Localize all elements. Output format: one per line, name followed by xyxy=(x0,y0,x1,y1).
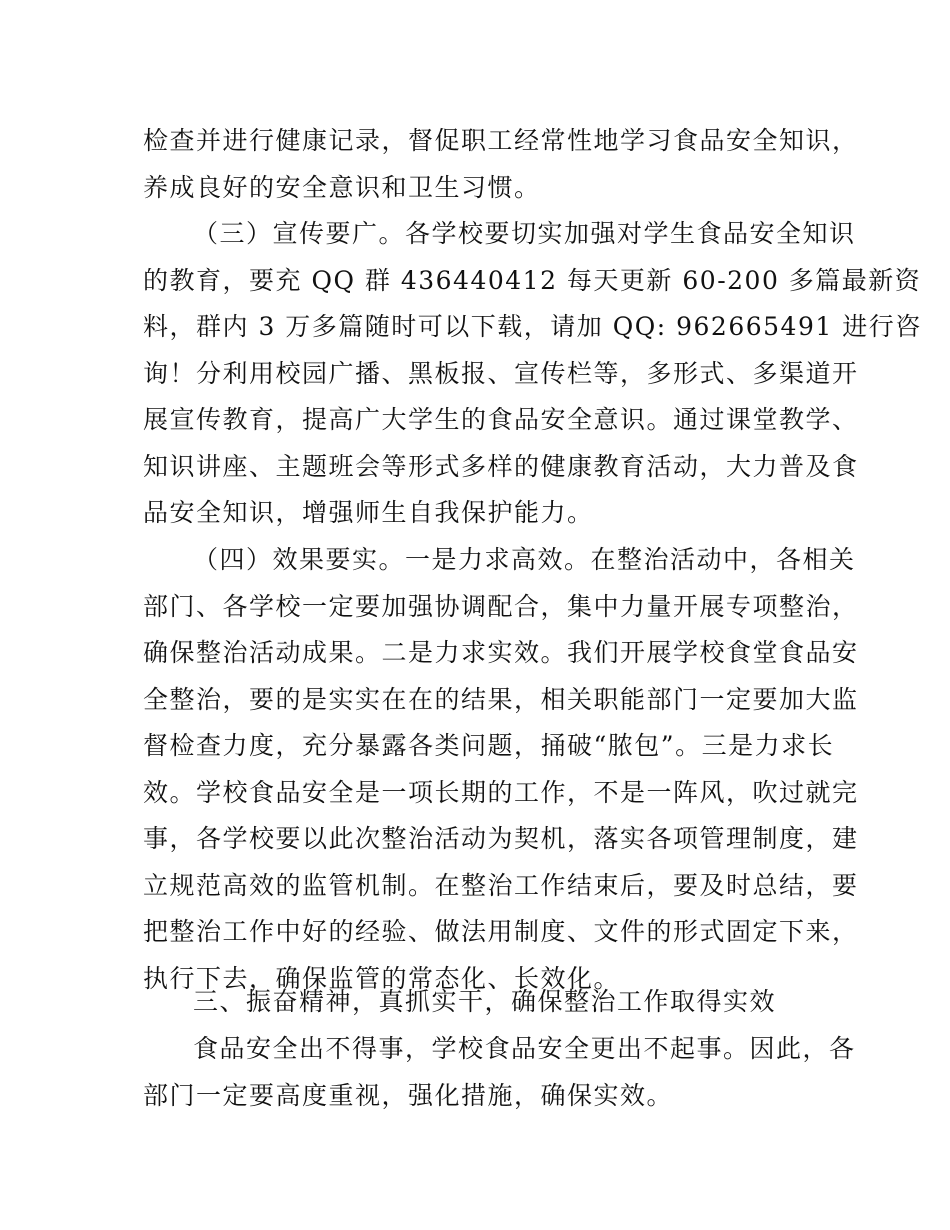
section-heading xyxy=(143,979,811,1026)
text-line: 展宣传教育，提高广大学生的食品安全意识。通过课堂教学、 xyxy=(143,405,859,434)
paragraph-health-records xyxy=(143,118,859,211)
text-line: 全整治，要的是实实在在的结果，相关职能部门一定要加大监 xyxy=(143,684,859,714)
paragraph-publicity xyxy=(143,211,922,537)
text-line: 检查并进行健康记录，督促职工经常性地学习食品安全知识， xyxy=(143,126,859,155)
text-line: 事，各学校要以此次整治活动为契机，落实各项管理制度，建 xyxy=(143,824,859,853)
text-line: 确保整治活动成果。二是力求实效。我们开展学校食堂食品安 xyxy=(143,638,859,667)
text-line: 立规范高效的监管机制。在整治工作结束后，要及时总结，要 xyxy=(143,870,859,900)
text-line: 部门、各学校一定要加强协调配合，集中力量开展专项整治， xyxy=(143,591,859,621)
text-line: 品安全知识，增强师生自我保护能力。 xyxy=(143,498,594,527)
text-line: 的教育，要充 QQ 群 436440412 每天更新 60-200 多篇最新资 xyxy=(143,265,922,295)
text-line: 养成良好的安全意识和卫生习惯。 xyxy=(143,172,541,202)
text-line: 执行下去，确保监管的常态化、长效化。 xyxy=(143,963,621,993)
text-line: （三）宣传要广。各学校要切实加强对学生食品安全知识 xyxy=(193,219,856,248)
text-line: 食品安全出不得事，学校食品安全更出不起事。因此，各 xyxy=(193,1034,856,1063)
heading-line: 三、振奋精神，真抓实干，确保整治工作取得实效 xyxy=(193,987,777,1016)
text-line: 询！分利用校园广播、黑板报、宣传栏等，多形式、多渠道开 xyxy=(143,358,859,388)
text-line: 部门一定要高度重视，强化措施，确保实效。 xyxy=(143,1080,674,1110)
text-line: 督检查力度，充分暴露各类问题，捅破“脓包”。三是力求长 xyxy=(143,731,835,760)
paragraph-effectiveness xyxy=(143,537,859,1002)
text-line: 效。学校食品安全是一项长期的工作，不是一阵风，吹过就完 xyxy=(143,777,859,807)
text-line: 料，群内 3 万多篇随时可以下载，请加 QQ: 962665491 进行咨 xyxy=(143,312,922,341)
text-line: 知识讲座、主题班会等形式多样的健康教育活动，大力普及食 xyxy=(143,451,859,481)
text-line: 把整治工作中好的经验、做法用制度、文件的形式固定下来， xyxy=(143,917,859,946)
text-line: （四）效果要实。一是力求高效。在整治活动中，各相关 xyxy=(193,545,856,574)
paragraph-closing xyxy=(143,1026,856,1119)
